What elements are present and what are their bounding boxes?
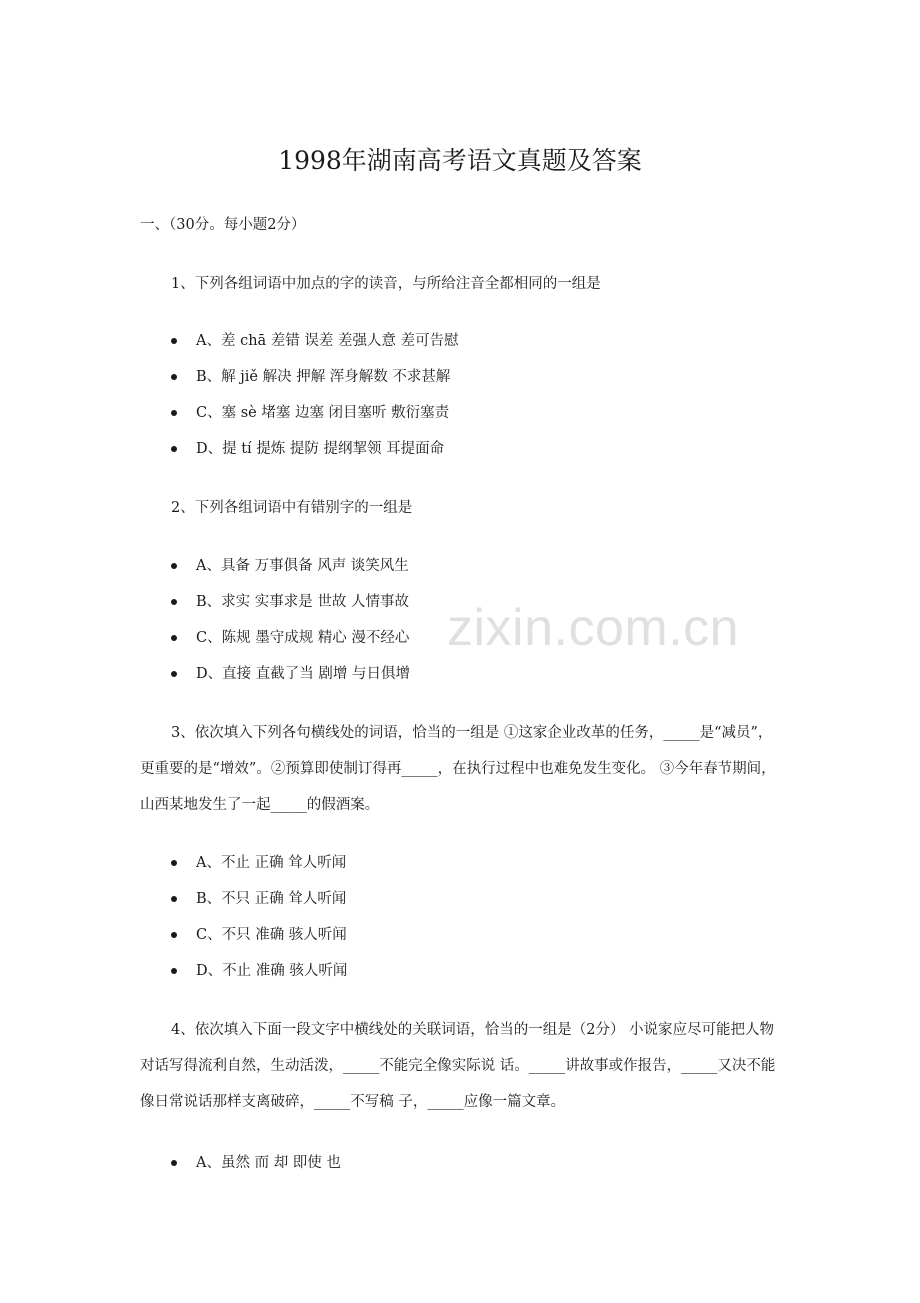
option-text: B、不只 正确 耸人听闻: [196, 891, 347, 907]
option-item: [140, 881, 347, 917]
option-text: A、不止 正确 耸人听闻: [196, 855, 347, 871]
watermark: zixin.com.cn: [447, 599, 740, 657]
option-item: [140, 548, 410, 584]
option-text: B、求实 实事求是 世故 人情事故: [196, 594, 409, 610]
bullet-icon: [171, 374, 177, 380]
bullet-icon: [171, 446, 177, 452]
question-stem: 4、依次填入下面一段文字中横线处的关联词语，恰当的一组是（2分） 小说家应尽可能把人物对话写得流利自然，生动活泼，_____不能完全像实际说 话。_____讲故事或作报告，_____又决不能像日常说话那样支离破碎，_____不写稿 子，_____应像一篇文章。: [140, 1022, 776, 1110]
option-item: [140, 395, 459, 431]
option-text: A、差 chā 差错 误差 差强人意 差可告慰: [196, 333, 459, 349]
bullet-icon: [171, 635, 177, 641]
option-list: [140, 548, 410, 692]
option-list: [140, 1145, 341, 1181]
section-heading: 一、（30分。每小题2分）: [140, 217, 306, 233]
option-list: [140, 323, 459, 467]
bullet-icon: [171, 599, 177, 605]
bullet-icon: [171, 563, 177, 569]
option-text: D、提 tí 提炼 提防 提纲挈领 耳提面命: [196, 441, 445, 457]
option-text: C、塞 sè 堵塞 边塞 闭目塞听 敷衍塞责: [196, 405, 450, 421]
bullet-icon: [171, 671, 177, 677]
option-item: [140, 620, 410, 656]
bullet-icon: [171, 896, 177, 902]
bullet-icon: [171, 932, 177, 938]
option-list: [140, 845, 347, 989]
document-title: 1998年湖南高考语文真题及答案: [278, 146, 642, 175]
option-text: C、不只 准确 骇人听闻: [196, 927, 347, 943]
bullet-icon: [171, 338, 177, 344]
option-text: D、不止 准确 骇人听闻: [196, 963, 348, 979]
option-item: [140, 845, 347, 881]
option-text: D、直接 直截了当 剧增 与日俱增: [196, 666, 410, 682]
question-stem: 2、下列各组词语中有错别字的一组是: [171, 500, 413, 516]
option-text: B、解 jiě 解决 押解 浑身解数 不求甚解: [196, 369, 451, 385]
question-stem: 3、依次填入下列各句横线处的词语，恰当的一组是 ①这家企业改革的任务，_____是“减员”，更重要的是“增效”。②预算即使制订得再_____，在执行过程中也难免发生变化。 ③今年春节期间，山西某地发生了一起_____的假酒案。: [140, 725, 776, 813]
option-item: [140, 917, 347, 953]
option-item: [140, 656, 410, 692]
option-text: C、陈规 墨守成规 精心 漫不经心: [196, 630, 410, 646]
question-stem: 1、下列各组词语中加点的字的读音，与所给注音全都相同的一组是: [171, 276, 601, 292]
option-item: [140, 431, 459, 467]
bullet-icon: [171, 410, 177, 416]
option-item: [140, 953, 347, 989]
option-text: A、虽然 而 却 即使 也: [196, 1155, 341, 1171]
option-item: [140, 359, 459, 395]
bullet-icon: [171, 968, 177, 974]
bullet-icon: [171, 860, 177, 866]
option-text: A、具备 万事俱备 风声 谈笑风生: [196, 558, 409, 574]
bullet-icon: [171, 1160, 177, 1166]
option-item: [140, 584, 410, 620]
option-item: [140, 1145, 341, 1181]
option-item: [140, 323, 459, 359]
